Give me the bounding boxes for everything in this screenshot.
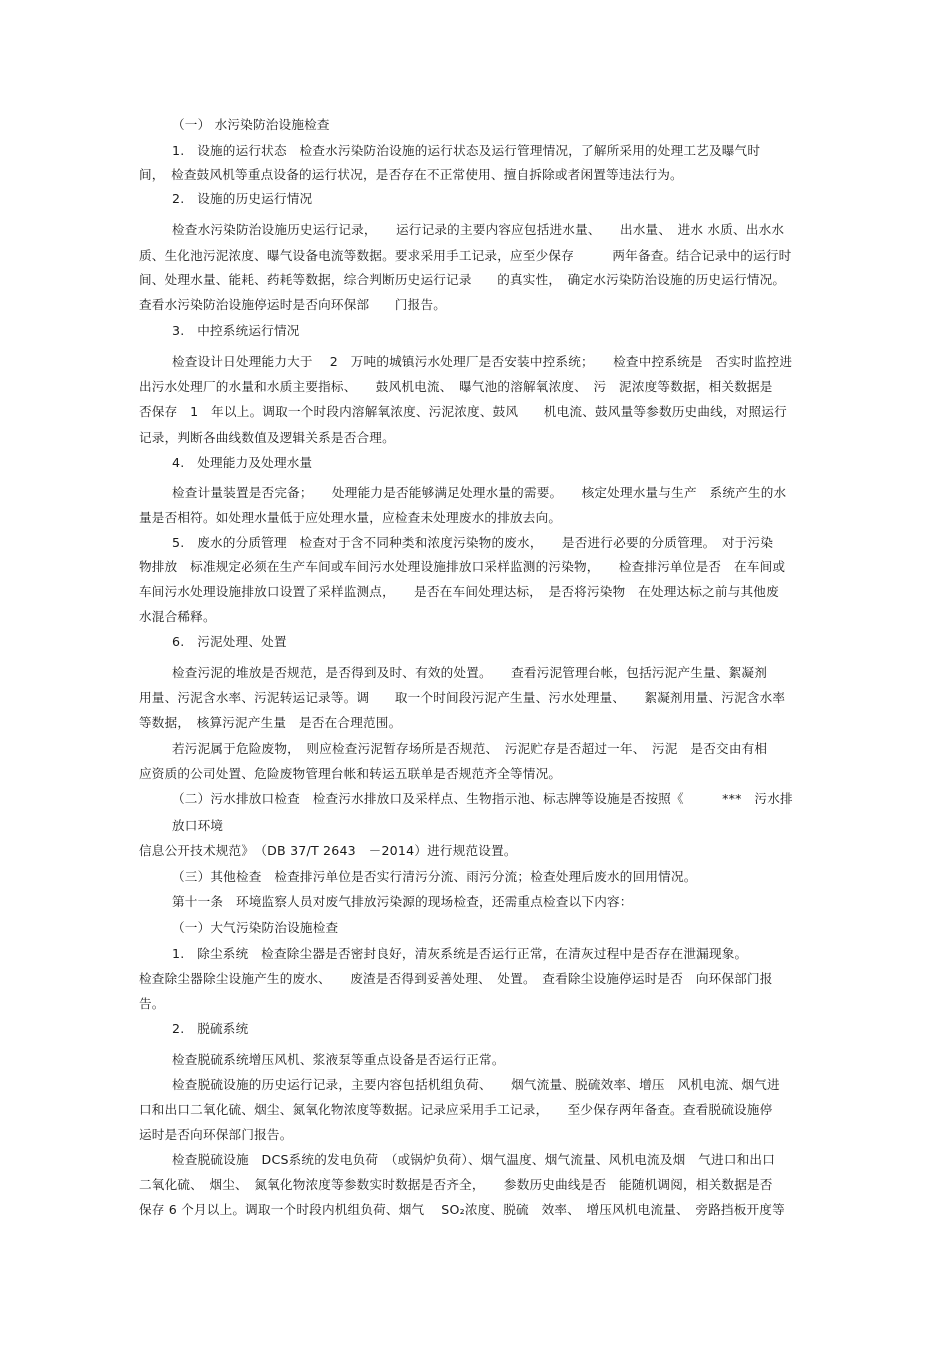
paragraph-line: 量是否相符。如处理水量低于应处理水量，应检查未处理废水的排放去向。 xyxy=(139,510,562,525)
paragraph-line: 检查污泥的堆放是否规范，是否得到及时、有效的处置。 查看污泥管理台帐，包括污泥产生量、絮凝剂 xyxy=(172,665,768,680)
paragraph-line: 口和出口二氧化硫、烟尘、氮氧化物浓度等数据。记录应采用手工记录， 至少保存两年备查。查看脱硫设施停 xyxy=(139,1102,773,1117)
paragraph-line: 出污水处理厂的水量和水质主要指标、 鼓风机电流、 曝气池的溶解氧浓度、 污 泥浓度等数据，相关数据是 xyxy=(139,379,773,394)
paragraph-line: 二氧化硫、 烟尘、 氮氧化物浓度等参数实时数据是否齐全， 参数历史曲线是否 能随机调阅，相关数据是否 xyxy=(139,1177,773,1192)
item-heading: 2. 脱硫系统 xyxy=(172,1021,249,1036)
paragraph-line: 质、生化池污泥浓度、曝气设备电流等数据。要求采用手工记录，应至少保存 两年备查。结合记录中的运行时 xyxy=(139,248,792,263)
paragraph-line: 检查计量装置是否完备； 处理能力是否能够满足处理水量的需要。 核定处理水量与生产 系统产生的水 xyxy=(172,485,787,500)
paragraph-line: 放口环境 xyxy=(172,818,224,833)
paragraph-line: 1. 设施的运行状态 检查水污染防治设施的运行状态及运行管理情况，了解所采用的处理工艺及曝气时 xyxy=(172,143,761,158)
item-heading: 4. 处理能力及处理水量 xyxy=(172,455,313,470)
item-heading: 6. 污泥处理、处置 xyxy=(172,634,287,649)
paragraph-line: 检查脱硫设施的历史运行记录，主要内容包括机组负荷、 烟气流量、脱硫效率、增压 风机电流、烟气进 xyxy=(172,1077,780,1092)
item-heading: 3. 中控系统运行情况 xyxy=(172,323,300,338)
paragraph-line: 检查设计日处理能力大于 2 万吨的城镇污水处理厂是否安装中控系统； 检查中控系统是 否实时监控进 xyxy=(172,354,793,369)
article-heading: 第十一条 环境监察人员对废气排放污染源的现场检查，还需重点检查以下内容： xyxy=(172,894,633,909)
paragraph-line: 检查脱硫系统增压风机、浆液泵等重点设备是否运行正常。 xyxy=(172,1052,505,1067)
paragraph-line: 否保存 1 年以上。调取一个时段内溶解氧浓度、污泥浓度、鼓风 机电流、鼓风量等参数历史曲线，对照运行 xyxy=(139,404,787,419)
paragraph-line: 用量、污泥含水率、污泥转运记录等。调 取一个时间段污泥产生量、污水处理量、 絮凝剂用量、污泥含水率 xyxy=(139,690,786,705)
paragraph-line: 查看水污染防治设施停运时是否向环保部 门报告。 xyxy=(139,297,447,312)
paragraph-line: 5. 废水的分质管理 检查对于含不同种类和浓度污染物的废水， 是否进行必要的分质管理。 对于污染 xyxy=(172,535,774,550)
section-heading: （二）污水排放口检查 检查污水排放口及采样点、生物指示池、标志牌等设施是否按照《 *** 污水排 xyxy=(172,791,793,806)
paragraph-line: 运时是否向环保部门报告。 xyxy=(139,1127,293,1142)
section-heading: （三）其他检查 检查排污单位是否实行清污分流、雨污分流；检查处理后废水的回用情况。 xyxy=(172,869,697,884)
paragraph-line: 间、处理水量、能耗、药耗等数据，综合判断历史运行记录 的真实性， 确定水污染防治设施的历史运行情况。 xyxy=(139,272,786,287)
paragraph-line: 检查除尘器除尘设施产生的废水、 废渣是否得到妥善处理、 处置。 查看除尘设施停运时是否 向环保部门报 xyxy=(139,971,773,986)
paragraph-line: 若污泥属于危险废物， 则应检查污泥暂存场所是否规范、 污泥贮存是否超过一年、 污泥 是否交由有相 xyxy=(172,741,768,756)
paragraph-line: 1. 除尘系统 检查除尘器是否密封良好，清灰系统是否运行正常，在清灰过程中是否存在泄漏现象。 xyxy=(172,946,748,961)
paragraph-line: 检查水污染防治设施历史运行记录， 运行记录的主要内容应包括进水量、 出水量、 进水 水质、出水水 xyxy=(172,222,785,237)
paragraph-line: 等数据， 核算污泥产生量 是否在合理范围。 xyxy=(139,715,402,730)
paragraph-line: 物排放 标准规定必须在生产车间或车间污水处理设施排放口采样监测的污染物， 检查排污单位是否 在车间或 xyxy=(139,559,786,574)
paragraph-line: 信息公开技术规范》 （DB 37/T 2643 －2014）进行规范设置。 xyxy=(139,843,517,858)
paragraph-line: 车间污水处理设施排放口设置了采样监测点， 是否在车间处理达标， 是否将污染物 在处理达标之前与其他废 xyxy=(139,584,779,599)
section-heading: （一）大气污染防治设施检查 xyxy=(172,920,339,935)
paragraph-line: 应资质的公司处置、危险废物管理台帐和转运五联单是否规范齐全等情况。 xyxy=(139,766,562,781)
paragraph-line: 水混合稀释。 xyxy=(139,609,216,624)
paragraph-line: 保存 6 个月以上。调取一个时段内机组负荷、烟气 SO₂浓度、脱硫 效率、 增压风机电流量、 旁路挡板开度等 xyxy=(139,1202,785,1217)
paragraph-line: 间， 检查鼓风机等重点设备的运行状况，是否存在不正常使用、擅自拆除或者闲置等违法行为。 xyxy=(139,167,683,182)
item-heading: 2. 设施的历史运行情况 xyxy=(172,191,313,206)
section-heading: （一） 水污染防治设施检查 xyxy=(172,117,330,132)
paragraph-line: 告。 xyxy=(139,996,165,1011)
paragraph-line: 记录，判断各曲线数值及逻辑关系是否合理。 xyxy=(139,430,395,445)
paragraph-line: 检查脱硫设施 DCS系统的发电负荷 （或锅炉负荷）、烟气温度、烟气流量、风机电流及烟 气进口和出口 xyxy=(172,1152,775,1167)
